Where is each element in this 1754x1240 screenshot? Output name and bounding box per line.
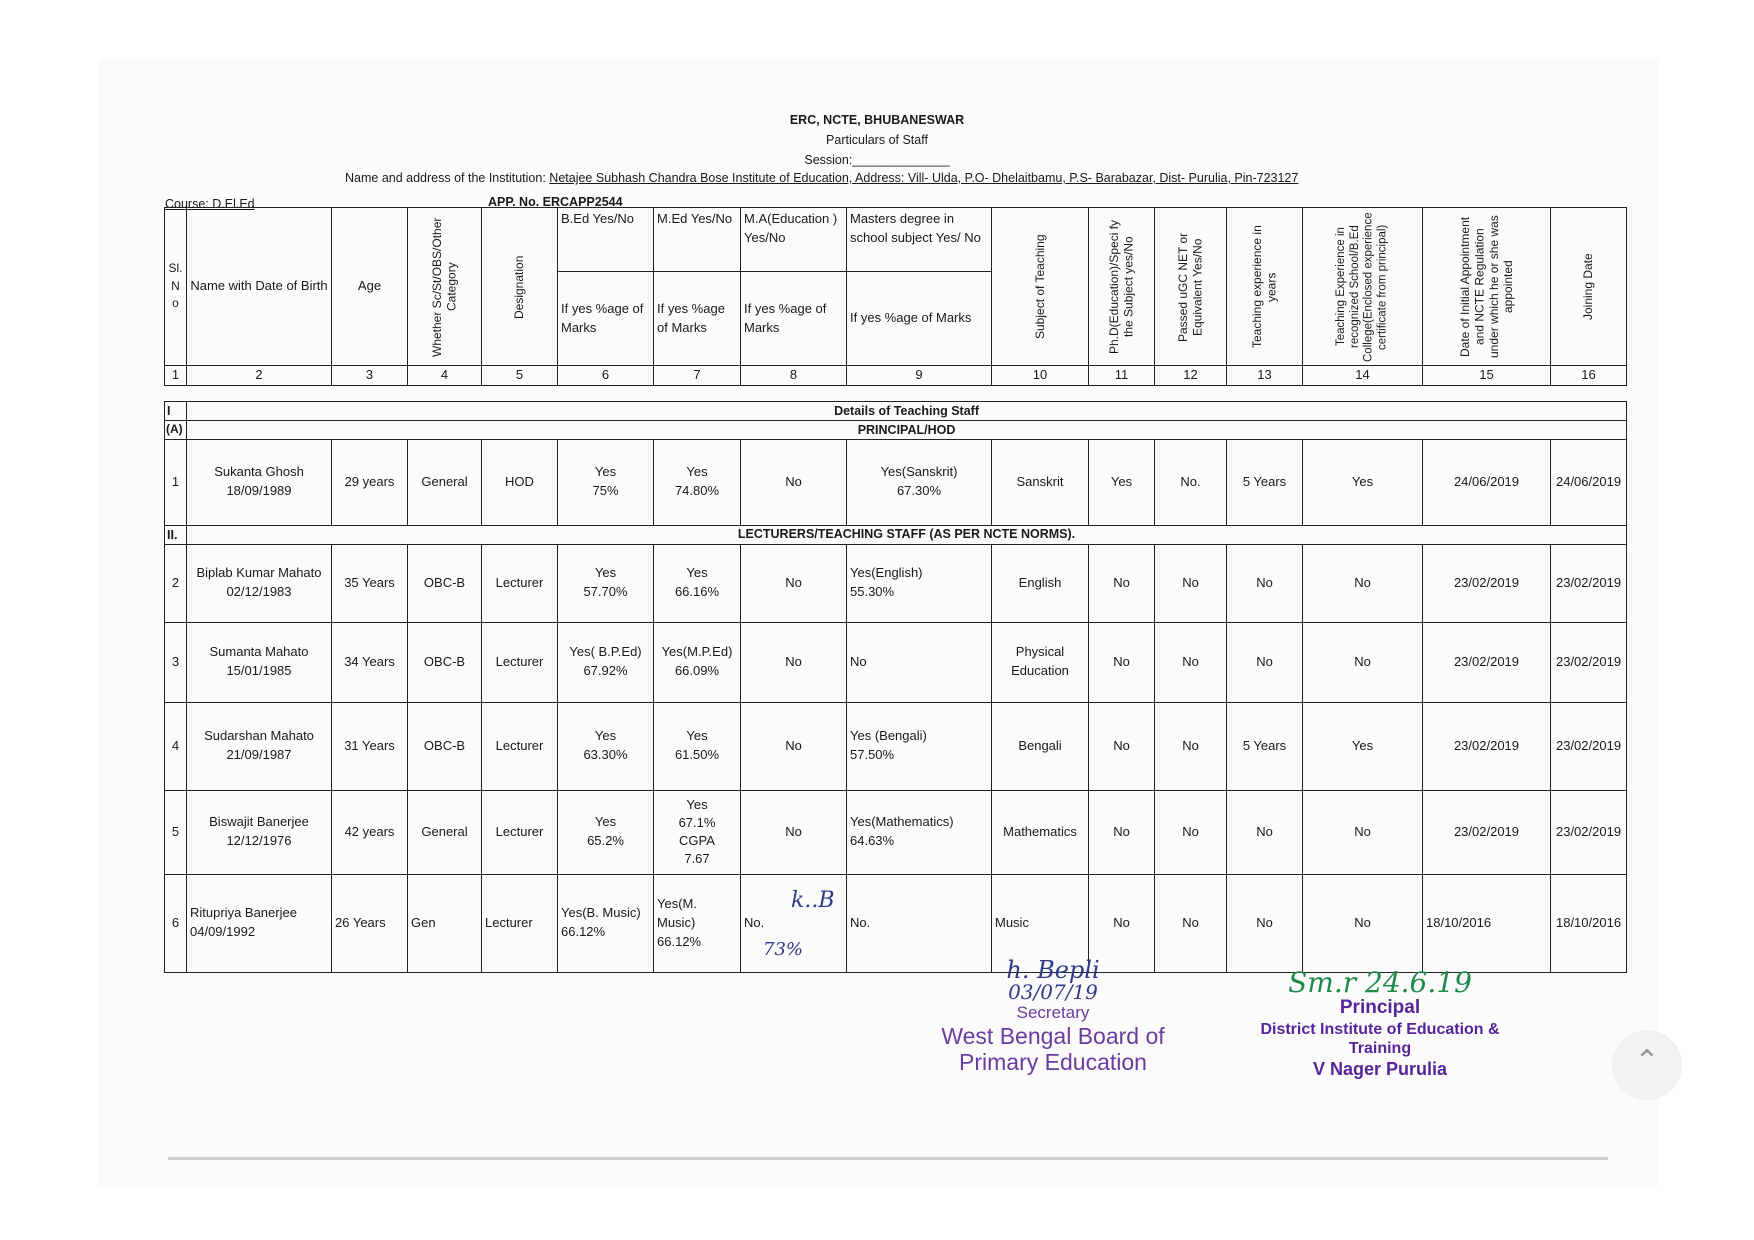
age-cell: 34 Years <box>332 622 408 702</box>
med-pct: 66.16% <box>674 584 720 600</box>
net-cell: No <box>1155 702 1227 790</box>
staff-name: Biswajit Banerjee <box>209 814 309 830</box>
phd-cell: No <box>1089 702 1155 790</box>
med-value: Yes <box>686 464 708 480</box>
joining-cell: 24/06/2019 <box>1551 439 1627 525</box>
designation-cell: Lecturer <box>482 544 558 622</box>
col-sl: Sl. N o <box>165 208 187 366</box>
subject-cell: Bengali <box>992 702 1089 790</box>
header-session: Session:______________ <box>804 153 950 167</box>
col-phd <box>1089 208 1155 366</box>
med-pct: 67.1% CGPA 7.67 <box>678 814 716 867</box>
col-number: 13 <box>1227 366 1303 386</box>
school-exp-cell: Yes <box>1303 702 1423 790</box>
phd-cell: No <box>1089 874 1155 972</box>
joining-cell: 23/02/2019 <box>1551 790 1627 874</box>
category-cell: Gen <box>408 874 482 972</box>
col-joining-text: Joining Date <box>1581 253 1596 320</box>
bed-value: Yes <box>594 464 617 480</box>
exp-cell: No <box>1227 874 1303 972</box>
appointment-cell: 18/10/2016 <box>1423 874 1551 972</box>
name-cell <box>187 544 332 622</box>
table-row <box>165 790 1627 874</box>
staff-dob: 02/12/1983 <box>226 584 292 600</box>
bed-value: Yes <box>594 814 617 830</box>
masters-value: Yes (Bengali) <box>850 728 927 744</box>
ma-cell <box>741 874 847 972</box>
school-exp-cell: No <box>1303 790 1423 874</box>
handwritten-note: k..B <box>791 887 835 913</box>
col-age: Age <box>332 208 408 366</box>
double-chevron-up-icon: ⌃ <box>1634 1045 1660 1078</box>
category-cell: OBC-B <box>408 622 482 702</box>
section-title: PRINCIPAL/HOD <box>187 421 1627 439</box>
med-value: Yes(M. Music) <box>657 895 697 930</box>
staff-name: Sukanta Ghosh <box>214 464 304 480</box>
med-pct: 61.50% <box>674 747 720 763</box>
subject-cell: Sanskrit <box>992 439 1089 525</box>
designation-cell: Lecturer <box>482 622 558 702</box>
bed-value: Yes <box>594 728 617 744</box>
principal-signature: Sm.r 24.6.19 <box>1288 966 1472 999</box>
col-ma-top: M.A(Education ) Yes/No <box>741 208 847 272</box>
school-exp-cell: No <box>1303 622 1423 702</box>
ma-cell: No <box>741 622 847 702</box>
masters-cell <box>847 439 992 525</box>
subject-cell: English <box>992 544 1089 622</box>
appointment-cell: 23/02/2019 <box>1423 622 1551 702</box>
name-cell <box>187 790 332 874</box>
col-school-exp-text: Teaching Experience in recognized School/B.Ed College(Enclosed experience certificate from principal) <box>1334 211 1389 362</box>
masters-pct: 55.30% <box>850 584 895 600</box>
section-number: (A) <box>165 421 187 439</box>
col-number: 15 <box>1423 366 1551 386</box>
app-number: APP. No. ERCAPP2544 <box>488 195 623 209</box>
secretary-stamp-line: Primary Education <box>959 1048 1147 1075</box>
sl-cell: 2 <box>165 544 187 622</box>
col-masters-bottom: If yes %age of Marks <box>847 272 992 366</box>
institution-value: Netajee Subhash Chandra Bose Institute of Education, Address: Vill- Ulda, P.O- Dhelaitbamu, P.S- Barabazar, Dist- Purulia, Pin-723127 <box>549 171 1299 185</box>
sl-cell: 3 <box>165 622 187 702</box>
section-number: I <box>165 402 187 421</box>
table-row <box>165 622 1627 702</box>
appointment-cell: 23/02/2019 <box>1423 702 1551 790</box>
med-pct: 66.09% <box>674 663 720 679</box>
secretary-sign-date: 03/07/19 <box>1008 980 1098 1004</box>
exp-cell: 5 Years <box>1227 702 1303 790</box>
col-number: 12 <box>1155 366 1227 386</box>
col-phd-text: Ph.D(Education)/Speci fy the Subject yes/No <box>1107 219 1136 354</box>
col-appointment <box>1423 208 1551 366</box>
phd-cell: No <box>1089 544 1155 622</box>
ma-value: No. <box>744 914 765 930</box>
age-cell: 26 Years <box>332 874 408 972</box>
bed-pct: 57.70% <box>583 584 628 600</box>
net-cell: No. <box>1155 439 1227 525</box>
bed-value: Yes( B.P.Ed) <box>569 644 642 660</box>
masters-value: No <box>850 653 867 669</box>
appointment-cell: 23/02/2019 <box>1423 790 1551 874</box>
age-cell: 35 Years <box>332 544 408 622</box>
exp-cell: No <box>1227 790 1303 874</box>
age-cell: 29 years <box>332 439 408 525</box>
staff-name: Ritupriya Banerjee <box>190 905 297 921</box>
col-ma-bottom: If yes %age of Marks <box>741 272 847 366</box>
exp-cell: 5 Years <box>1227 439 1303 525</box>
med-cell <box>654 439 741 525</box>
col-number: 4 <box>408 366 482 386</box>
section-number: II. <box>165 525 187 544</box>
bed-cell <box>558 622 654 702</box>
med-cell <box>654 702 741 790</box>
sl-cell: 4 <box>165 702 187 790</box>
table-row <box>165 702 1627 790</box>
bed-cell <box>558 790 654 874</box>
col-masters-top: Masters degree in school subject Yes/ No <box>847 208 992 272</box>
joining-cell: 18/10/2016 <box>1551 874 1627 972</box>
appointment-cell: 24/06/2019 <box>1423 439 1551 525</box>
col-school-exp <box>1303 208 1423 366</box>
med-cell <box>654 544 741 622</box>
sl-cell: 6 <box>165 874 187 972</box>
col-number: 7 <box>654 366 741 386</box>
bed-pct: 65.2% <box>587 833 624 849</box>
med-value: Yes(M.P.Ed) <box>661 644 733 660</box>
staff-name: Sudarshan Mahato <box>204 728 314 744</box>
institution-label: Name and address of the Institution: <box>345 171 546 185</box>
ma-cell: No <box>741 544 847 622</box>
staff-dob: 21/09/1987 <box>226 747 292 763</box>
col-med-bottom: If yes %age of Marks <box>654 272 741 366</box>
masters-cell <box>847 790 992 874</box>
exp-cell: No <box>1227 544 1303 622</box>
age-cell: 42 years <box>332 790 408 874</box>
col-net-text: Passed uGC NET or Equivalent Yes/No <box>1176 231 1205 342</box>
bed-pct: 66.12% <box>561 924 606 940</box>
table-row <box>165 544 1627 622</box>
subject-cell: Mathematics <box>992 790 1089 874</box>
secretary-stamp-line: West Bengal Board of <box>941 1022 1165 1049</box>
bed-pct: 63.30% <box>583 747 628 763</box>
school-exp-cell: No <box>1303 874 1423 972</box>
phd-cell: Yes <box>1089 439 1155 525</box>
bed-cell <box>558 702 654 790</box>
masters-cell <box>847 544 992 622</box>
exp-cell: No <box>1227 622 1303 702</box>
name-cell <box>187 702 332 790</box>
joining-cell: 23/02/2019 <box>1551 622 1627 702</box>
staff-dob: 15/01/1985 <box>226 663 292 679</box>
scroll-to-top-button[interactable] <box>1612 1030 1682 1100</box>
section-title: Details of Teaching Staff <box>187 402 1627 421</box>
masters-value: Yes(Mathematics) <box>850 814 954 830</box>
category-cell: General <box>408 790 482 874</box>
staff-dob: 12/12/1976 <box>226 833 292 849</box>
bed-pct: 75% <box>592 483 619 499</box>
col-net <box>1155 208 1227 366</box>
name-cell <box>187 622 332 702</box>
col-exp-text: Teaching experience in years <box>1250 225 1279 348</box>
col-joining <box>1551 208 1627 366</box>
med-cell <box>654 790 741 874</box>
sl-cell: 1 <box>165 439 187 525</box>
staff-name: Biplab Kumar Mahato <box>196 565 322 581</box>
secretary-signature-block <box>918 958 1188 1075</box>
institution-line <box>345 171 1298 185</box>
category-cell: General <box>408 439 482 525</box>
col-bed-top: B.Ed Yes/No <box>558 208 654 272</box>
ma-cell: No <box>741 439 847 525</box>
col-number: 2 <box>187 366 332 386</box>
school-exp-cell: Yes <box>1303 439 1423 525</box>
med-value: Yes <box>686 565 708 581</box>
masters-cell <box>847 702 992 790</box>
principal-signature-block <box>1230 968 1530 1080</box>
bed-cell <box>558 439 654 525</box>
med-cell <box>654 874 741 972</box>
name-cell <box>187 439 332 525</box>
handwritten-note: 73% <box>763 938 804 960</box>
col-number: 16 <box>1551 366 1627 386</box>
subject-cell: Physical Education <box>992 622 1089 702</box>
bed-cell <box>558 544 654 622</box>
col-exp <box>1227 208 1303 366</box>
col-number: 5 <box>482 366 558 386</box>
col-number: 10 <box>992 366 1089 386</box>
staff-header-table <box>164 207 1627 386</box>
col-bed-bottom: If yes %age of Marks <box>558 272 654 366</box>
col-category <box>408 208 482 366</box>
designation-cell: Lecturer <box>482 702 558 790</box>
sl-cell: 5 <box>165 790 187 874</box>
joining-cell: 23/02/2019 <box>1551 544 1627 622</box>
med-pct: 74.80% <box>674 483 720 499</box>
med-value: Yes <box>686 728 708 744</box>
appointment-cell: 23/02/2019 <box>1423 544 1551 622</box>
bed-value: Yes(B. Music) <box>561 905 641 921</box>
med-pct: 66.12% <box>657 933 702 949</box>
staff-dob: 04/09/1992 <box>190 924 256 940</box>
col-number: 9 <box>847 366 992 386</box>
col-number: 11 <box>1089 366 1155 386</box>
col-appointment-text: Date of Initial Appointment and NCTE Regulation under which he or she was appointed <box>1457 215 1515 358</box>
masters-value: Yes(English) <box>850 565 923 581</box>
col-category-text: Whether Sc/St/OBS/Other Category <box>430 216 459 357</box>
age-cell: 31 Years <box>332 702 408 790</box>
med-value: Yes <box>686 796 708 812</box>
secretary-stamp-title: Secretary <box>1016 1003 1090 1022</box>
phd-cell: No <box>1089 622 1155 702</box>
category-cell: OBC-B <box>408 544 482 622</box>
table-row <box>165 439 1627 525</box>
section-title: LECTURERS/TEACHING STAFF (AS PER NCTE NORMS). <box>187 525 1627 544</box>
masters-value: Yes(Sanskrit) <box>880 464 958 480</box>
page-bottom-edge <box>168 1157 1608 1160</box>
designation-cell: HOD <box>482 439 558 525</box>
bed-pct: 67.92% <box>583 663 628 679</box>
masters-pct: 67.30% <box>896 483 942 499</box>
secretary-signature: h. Bepli <box>1006 956 1100 984</box>
masters-cell <box>847 622 992 702</box>
designation-cell: Lecturer <box>482 790 558 874</box>
joining-cell: 23/02/2019 <box>1551 702 1627 790</box>
col-number: 8 <box>741 366 847 386</box>
col-med-top: M.Ed Yes/No <box>654 208 741 272</box>
staff-body-table <box>164 401 1627 973</box>
ma-cell: No <box>741 702 847 790</box>
category-cell: OBC-B <box>408 702 482 790</box>
designation-cell: Lecturer <box>482 874 558 972</box>
principal-stamp-title: Principal <box>1339 997 1421 1019</box>
col-designation-text: Designation <box>512 254 527 319</box>
col-number: 6 <box>558 366 654 386</box>
col-number: 14 <box>1303 366 1423 386</box>
masters-value: No. <box>850 914 871 930</box>
phd-cell: No <box>1089 790 1155 874</box>
col-subject-text: Subject of Teaching <box>1032 234 1047 339</box>
col-subject <box>992 208 1089 366</box>
ma-cell: No <box>741 790 847 874</box>
net-cell: No <box>1155 622 1227 702</box>
bed-value: Yes <box>594 565 617 581</box>
net-cell: No <box>1155 874 1227 972</box>
col-number: 1 <box>165 366 187 386</box>
name-cell <box>187 874 332 972</box>
staff-name: Sumanta Mahato <box>209 644 309 660</box>
col-designation <box>482 208 558 366</box>
net-cell: No <box>1155 544 1227 622</box>
subject-cell: Music <box>992 874 1089 972</box>
school-exp-cell: No <box>1303 544 1423 622</box>
col-name: Name with Date of Birth <box>187 208 332 366</box>
header-org: ERC, NCTE, BHUBANESWAR <box>789 113 965 127</box>
masters-pct: 57.50% <box>850 747 895 763</box>
col-number: 3 <box>332 366 408 386</box>
staff-dob: 18/09/1989 <box>226 483 292 499</box>
med-cell <box>654 622 741 702</box>
masters-pct: 64.63% <box>850 833 895 849</box>
header-subtitle: Particulars of Staff <box>826 133 928 147</box>
principal-stamp-line: V Nager Purulia <box>1312 1058 1448 1079</box>
table-row <box>165 874 1627 972</box>
course-label: Course: D.El.Ed <box>165 197 255 211</box>
principal-stamp-line: District Institute of Education & Training <box>1260 1021 1500 1058</box>
bed-cell <box>558 874 654 972</box>
net-cell: No <box>1155 790 1227 874</box>
